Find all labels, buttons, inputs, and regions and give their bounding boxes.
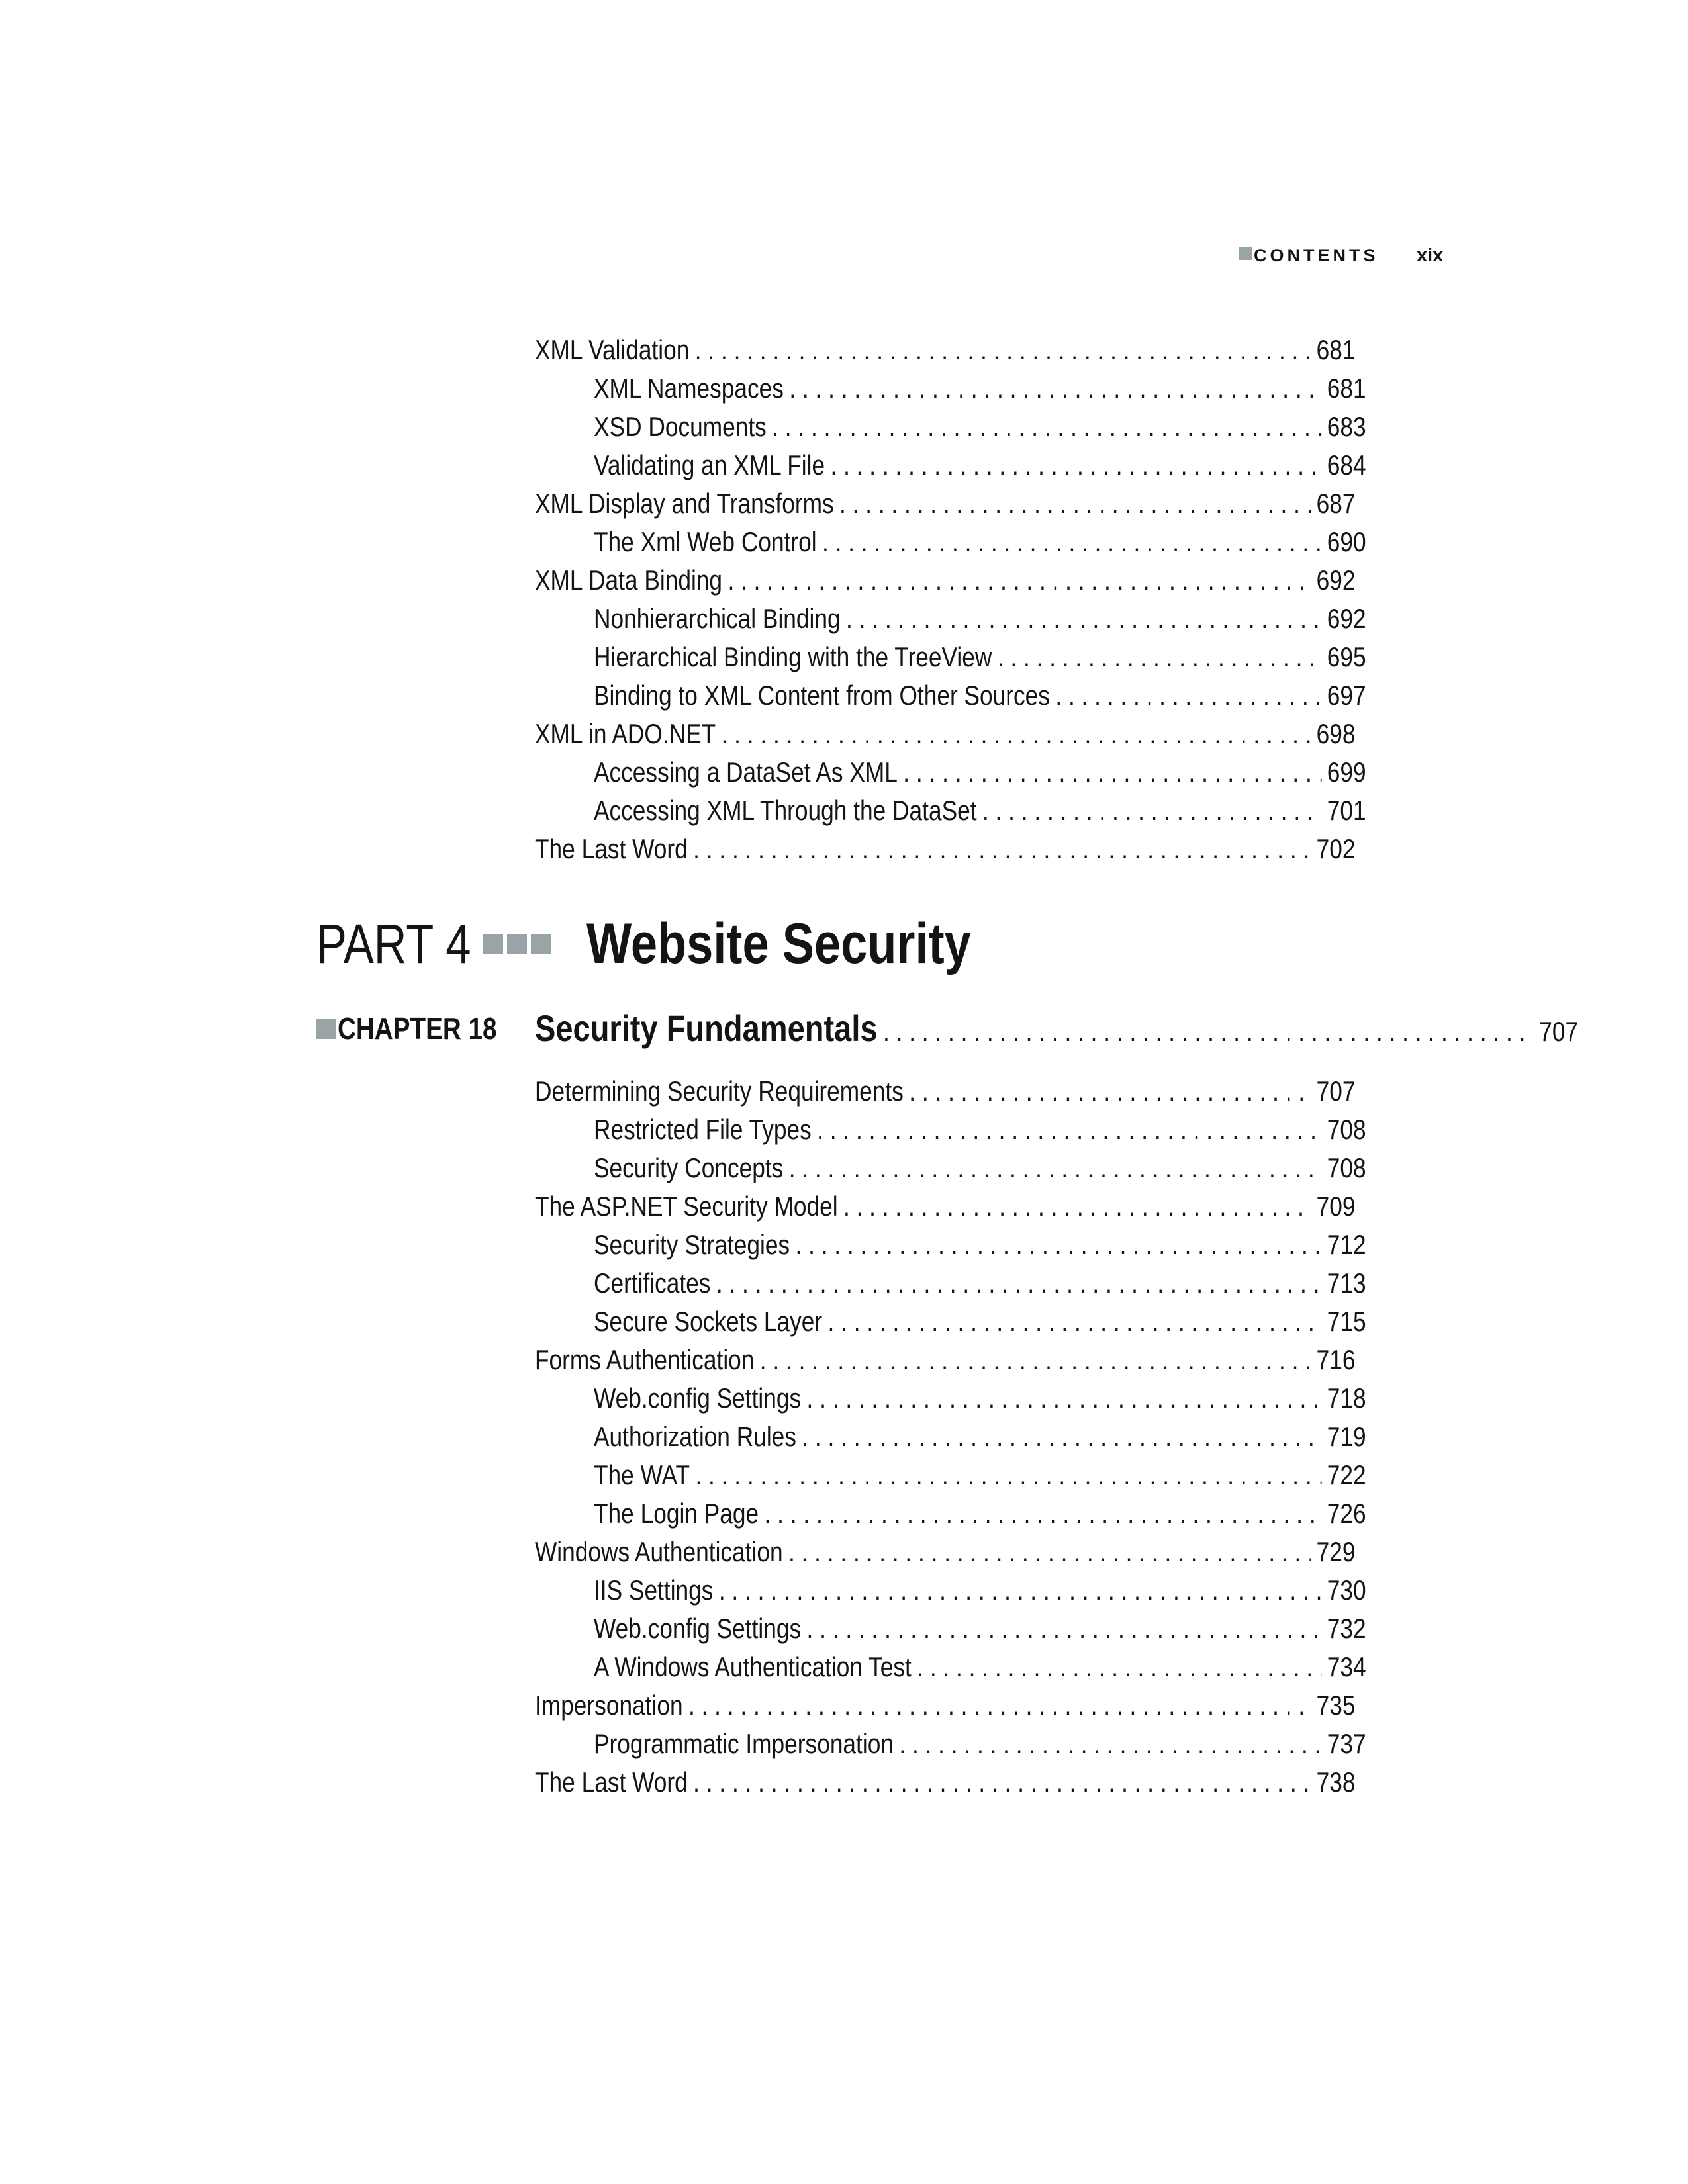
dot-leader [846,604,1321,634]
dot-leader [772,412,1321,442]
part-marker-icon [483,934,555,957]
dot-leader [727,565,1311,596]
toc-subsection-entry[interactable] [535,600,1366,638]
toc-entry-title: Programmatic Impersonation [594,1728,894,1759]
toc-entry-title: The Last Word [535,1766,688,1797]
toc-section-entry[interactable] [535,1533,1356,1571]
part-title: Website Security [586,912,971,976]
toc-entry-page: 715 [1327,1306,1366,1337]
toc-entry-page: 702 [1316,833,1356,864]
toc-subsection-entry[interactable] [535,792,1366,830]
dot-leader [909,1076,1311,1107]
toc-entry-title: Windows Authentication [535,1536,783,1567]
toc-entry-title: The Last Word [535,833,688,864]
toc-entry-page: 718 [1327,1383,1366,1414]
chapter-entry[interactable] [316,1006,1579,1052]
toc-entry-page: 716 [1316,1344,1356,1375]
dot-leader [789,373,1321,404]
toc-subsection-entry[interactable] [535,369,1366,408]
toc-section-entry[interactable] [535,484,1356,523]
toc-list-chapter-18 [535,1072,1366,1801]
dot-leader [802,1422,1321,1452]
toc-subsection-entry[interactable] [535,1111,1366,1149]
dot-leader [839,488,1311,519]
part-heading [316,907,1376,976]
toc-list-continued [535,331,1366,868]
dot-leader [982,796,1321,826]
toc-entry-page: 713 [1327,1267,1366,1298]
toc-subsection-entry[interactable] [535,1226,1366,1264]
dot-leader [903,757,1321,788]
dot-leader [883,1016,1534,1048]
dot-leader [716,1268,1321,1298]
toc-entry-title: Impersonation [535,1690,683,1721]
dot-leader [843,1191,1311,1222]
toc-entry-page: 708 [1327,1152,1366,1183]
dot-leader [917,1652,1321,1682]
dot-leader [807,1383,1322,1414]
toc-subsection-entry[interactable] [535,1610,1366,1648]
toc-subsection-entry[interactable] [535,1571,1366,1610]
toc-subsection-entry[interactable] [535,1418,1366,1456]
toc-entry-title: Restricted File Types [594,1114,812,1145]
toc-subsection-entry[interactable] [535,1648,1366,1686]
toc-entry-title: Validating an XML File [594,449,825,480]
dot-leader [830,450,1321,480]
toc-entry-title: XML Namespaces [594,373,784,404]
toc-entry-page: 737 [1327,1728,1366,1759]
toc-entry-page: 684 [1327,449,1366,480]
toc-entry-title: A Windows Authentication Test [594,1651,912,1682]
toc-entry-title: Accessing a DataSet As XML [594,756,898,788]
chapter-label: CHAPTER 18 [338,1011,497,1046]
toc-entry-title: Secure Sockets Layer [594,1306,823,1337]
toc-entry-title: Accessing XML Through the DataSet [594,795,977,826]
dot-leader [828,1306,1322,1337]
toc-entry-title: The WAT [594,1459,690,1490]
square-bullet-icon [316,1019,336,1039]
toc-entry-title: Nonhierarchical Binding [594,603,841,634]
dot-leader [822,527,1321,557]
toc-entry-title: Hierarchical Binding with the TreeView [594,641,992,672]
toc-section-entry[interactable] [535,1763,1356,1801]
toc-entry-title: The Login Page [594,1498,759,1529]
toc-section-entry[interactable] [535,1686,1356,1725]
toc-entry-title: Authorization Rules [594,1421,796,1452]
toc-entry-page: 690 [1327,526,1366,557]
square-bullet-icon [1239,247,1252,260]
toc-section-entry[interactable] [535,1187,1356,1226]
toc-entry-title: XML in ADO.NET [535,718,716,749]
toc-entry-page: 729 [1316,1536,1356,1567]
toc-entry-page: 692 [1316,565,1356,596]
toc-entry-page: 708 [1327,1114,1366,1145]
toc-entry-page: 726 [1327,1498,1366,1529]
toc-subsection-entry[interactable] [535,523,1366,561]
dot-leader [760,1345,1311,1375]
toc-subsection-entry[interactable] [535,1264,1366,1302]
dot-leader [765,1498,1322,1529]
chapter-page-number: 707 [1539,1016,1579,1047]
toc-entry-title: The ASP.NET Security Model [535,1191,838,1222]
dot-leader [695,335,1311,365]
toc-entry-page: 712 [1327,1229,1366,1260]
running-head-label: CONTENTS [1254,246,1379,265]
toc-entry-page: 687 [1316,488,1356,519]
toc-entry-page: 683 [1327,411,1366,442]
toc-entry-title: Determining Security Requirements [535,1075,904,1107]
toc-entry-page: 735 [1316,1690,1356,1721]
toc-subsection-entry[interactable] [535,408,1366,446]
toc-entry-page: 707 [1316,1075,1356,1107]
dot-leader [693,1767,1311,1797]
toc-section-entry[interactable] [535,1072,1356,1111]
toc-section-entry[interactable] [535,331,1356,369]
toc-entry-title: XML Data Binding [535,565,723,596]
toc-section-entry[interactable] [535,1341,1356,1379]
toc-section-entry[interactable] [535,830,1356,868]
toc-subsection-entry[interactable] [535,1494,1366,1533]
toc-entry-page: 695 [1327,641,1366,672]
toc-entry-page: 722 [1327,1459,1366,1490]
dot-leader [899,1729,1321,1759]
toc-subsection-entry[interactable] [535,1456,1366,1494]
dot-leader [788,1537,1311,1567]
toc-entry-title: Security Strategies [594,1229,790,1260]
page-number: xix [1417,245,1444,266]
dot-leader [817,1115,1321,1145]
toc-subsection-entry[interactable] [535,676,1366,715]
dot-leader [796,1230,1322,1260]
dot-leader [695,1460,1321,1490]
toc-section-entry[interactable] [535,561,1356,600]
dot-leader [688,1690,1311,1721]
toc-entry-title: Forms Authentication [535,1344,755,1375]
dot-leader [1055,680,1321,711]
toc-subsection-entry[interactable] [535,1149,1366,1187]
toc-entry-title: Binding to XML Content from Other Sources [594,680,1050,711]
toc-subsection-entry[interactable] [535,446,1366,484]
toc-entry-title: IIS Settings [594,1574,714,1606]
dot-leader [998,642,1322,672]
toc-entry-page: 681 [1327,373,1366,404]
toc-entry-page: 709 [1316,1191,1356,1222]
chapter-title: Security Fundamentals [535,1007,878,1049]
toc-entry-page: 697 [1327,680,1366,711]
toc-entry-title: The Xml Web Control [594,526,817,557]
dot-leader [693,834,1311,864]
toc-entry-title: Web.config Settings [594,1383,802,1414]
toc-entry-title: XML Validation [535,334,690,365]
dot-leader [719,1575,1322,1606]
toc-subsection-entry[interactable] [535,638,1366,676]
toc-entry-page: 734 [1327,1651,1366,1682]
toc-entry-page: 681 [1316,334,1356,365]
toc-entry-page: 738 [1316,1766,1356,1797]
toc-entry-title: Security Concepts [594,1152,784,1183]
toc-entry-title: Certificates [594,1267,711,1298]
toc-entry-page: 730 [1327,1574,1366,1606]
toc-entry-title: XSD Documents [594,411,767,442]
toc-entry-page: 698 [1316,718,1356,749]
toc-subsection-entry[interactable] [535,1725,1366,1763]
toc-entry-page: 692 [1327,603,1366,634]
toc-subsection-entry[interactable] [535,1379,1366,1418]
toc-subsection-entry[interactable] [535,1302,1366,1341]
toc-entry-title: XML Display and Transforms [535,488,834,519]
toc-entry-page: 701 [1327,795,1366,826]
dot-leader [722,719,1311,749]
toc-entry-title: Web.config Settings [594,1613,802,1644]
dot-leader [807,1614,1322,1644]
toc-entry-page: 719 [1327,1421,1366,1452]
toc-section-entry[interactable] [535,715,1356,753]
part-label: PART 4 [316,913,471,975]
toc-entry-page: 732 [1327,1613,1366,1644]
dot-leader [789,1153,1322,1183]
toc-subsection-entry[interactable] [535,753,1366,792]
toc-entry-page: 699 [1327,756,1366,788]
